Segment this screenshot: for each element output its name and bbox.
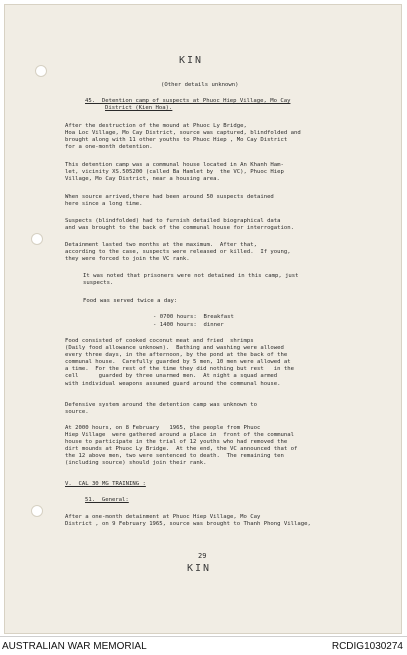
paragraph: Detainment lasted two months at the maximum. After that, according to the case, suspects were released or killed. If young, they were forced to join the VC rank. (65, 242, 291, 263)
document-page (4, 4, 402, 634)
punch-hole (31, 505, 43, 517)
punch-hole (31, 233, 43, 245)
paragraph: Food was served twice a day: (83, 298, 178, 304)
paragraph: Defensive system around the detention camp was unknown to source. (65, 402, 257, 416)
paragraph: When source arrived,there had been around 50 suspects detained here since a long time. (65, 194, 274, 208)
item-51-heading: 51. General: (85, 497, 129, 503)
other-details-note: (Other details unknown) (161, 82, 239, 88)
stamp-bottom: KIN (187, 563, 212, 574)
item-45-heading-cont: District (Kien Hoa). (105, 105, 173, 111)
footer-record-id: RCDIG1030274 (331, 641, 403, 652)
paragraph: Food consisted of cooked coconut meat and fried shrimps (Daily food allowance unknown). Bathing and washing were allowed every three days, in the afternoon, by the pond at the back of the communal house. Carefully guarded by 5 men, 10 men were allowed at a time. For the rest of the time they did nothing but rest in the cell guarded by three unarmed men. At night a squad armed with individual weapons assumed guard around the communal house. (65, 338, 295, 387)
paragraph: After a one-month detainment at Phuoc Hiep Village, Mo Cay District , on 9 February 1965, source was brought to Thanh Phong Village, (65, 514, 311, 528)
page-number: 29 (198, 552, 207, 560)
section-v-heading: V. CAL 30 MG TRAINING : (65, 481, 146, 487)
archive-footer (0, 636, 407, 655)
footer-source: AUSTRALIAN WAR MEMORIAL (2, 641, 147, 652)
paragraph: After the destruction of the mound at Phuoc Ly Bridge, Hoa Loc Village, Mo Cay District, source was captured, blindfolded and brought along with 11 other youths to Phuoc Hiep , Mo Cay District for a one-month detention. (65, 123, 301, 151)
stamp-top: KIN (179, 55, 204, 66)
paragraph: Suspects (blindfolded) had to furnish detailed biographical data and was brought to the back of the communal house for interrogation. (65, 218, 295, 232)
item-45-heading: 45. Detention camp of suspects at Phuoc Hiep Village, Mo Cay (85, 98, 291, 104)
paragraph: This detention camp was a communal house located in An Khanh Ham- let, vicinity XS.505200 (called Ba Hamlet by the VC), Phuoc Hiep Village, Mo Cay District, near a housing area. (65, 162, 284, 183)
meal-item: - 0700 hours: Breakfast (153, 314, 234, 320)
punch-hole (35, 65, 47, 77)
paragraph: It was noted that prisoners were not detained in this camp, just suspects. (83, 273, 299, 287)
paragraph: At 2000 hours, on 8 February 1965, the people from Phuoc Hiep Village were gathered around a place in front of the communal house to participate in the trial of 12 youths who had removed the dirt mounds at Phuoc Ly Bridge. At the end, the VC announced that of the 12 above men, two were sentenced to death. The remaining ten (including source) should join their rank. (65, 425, 298, 467)
meal-item: - 1400 hours: dinner (153, 322, 224, 328)
